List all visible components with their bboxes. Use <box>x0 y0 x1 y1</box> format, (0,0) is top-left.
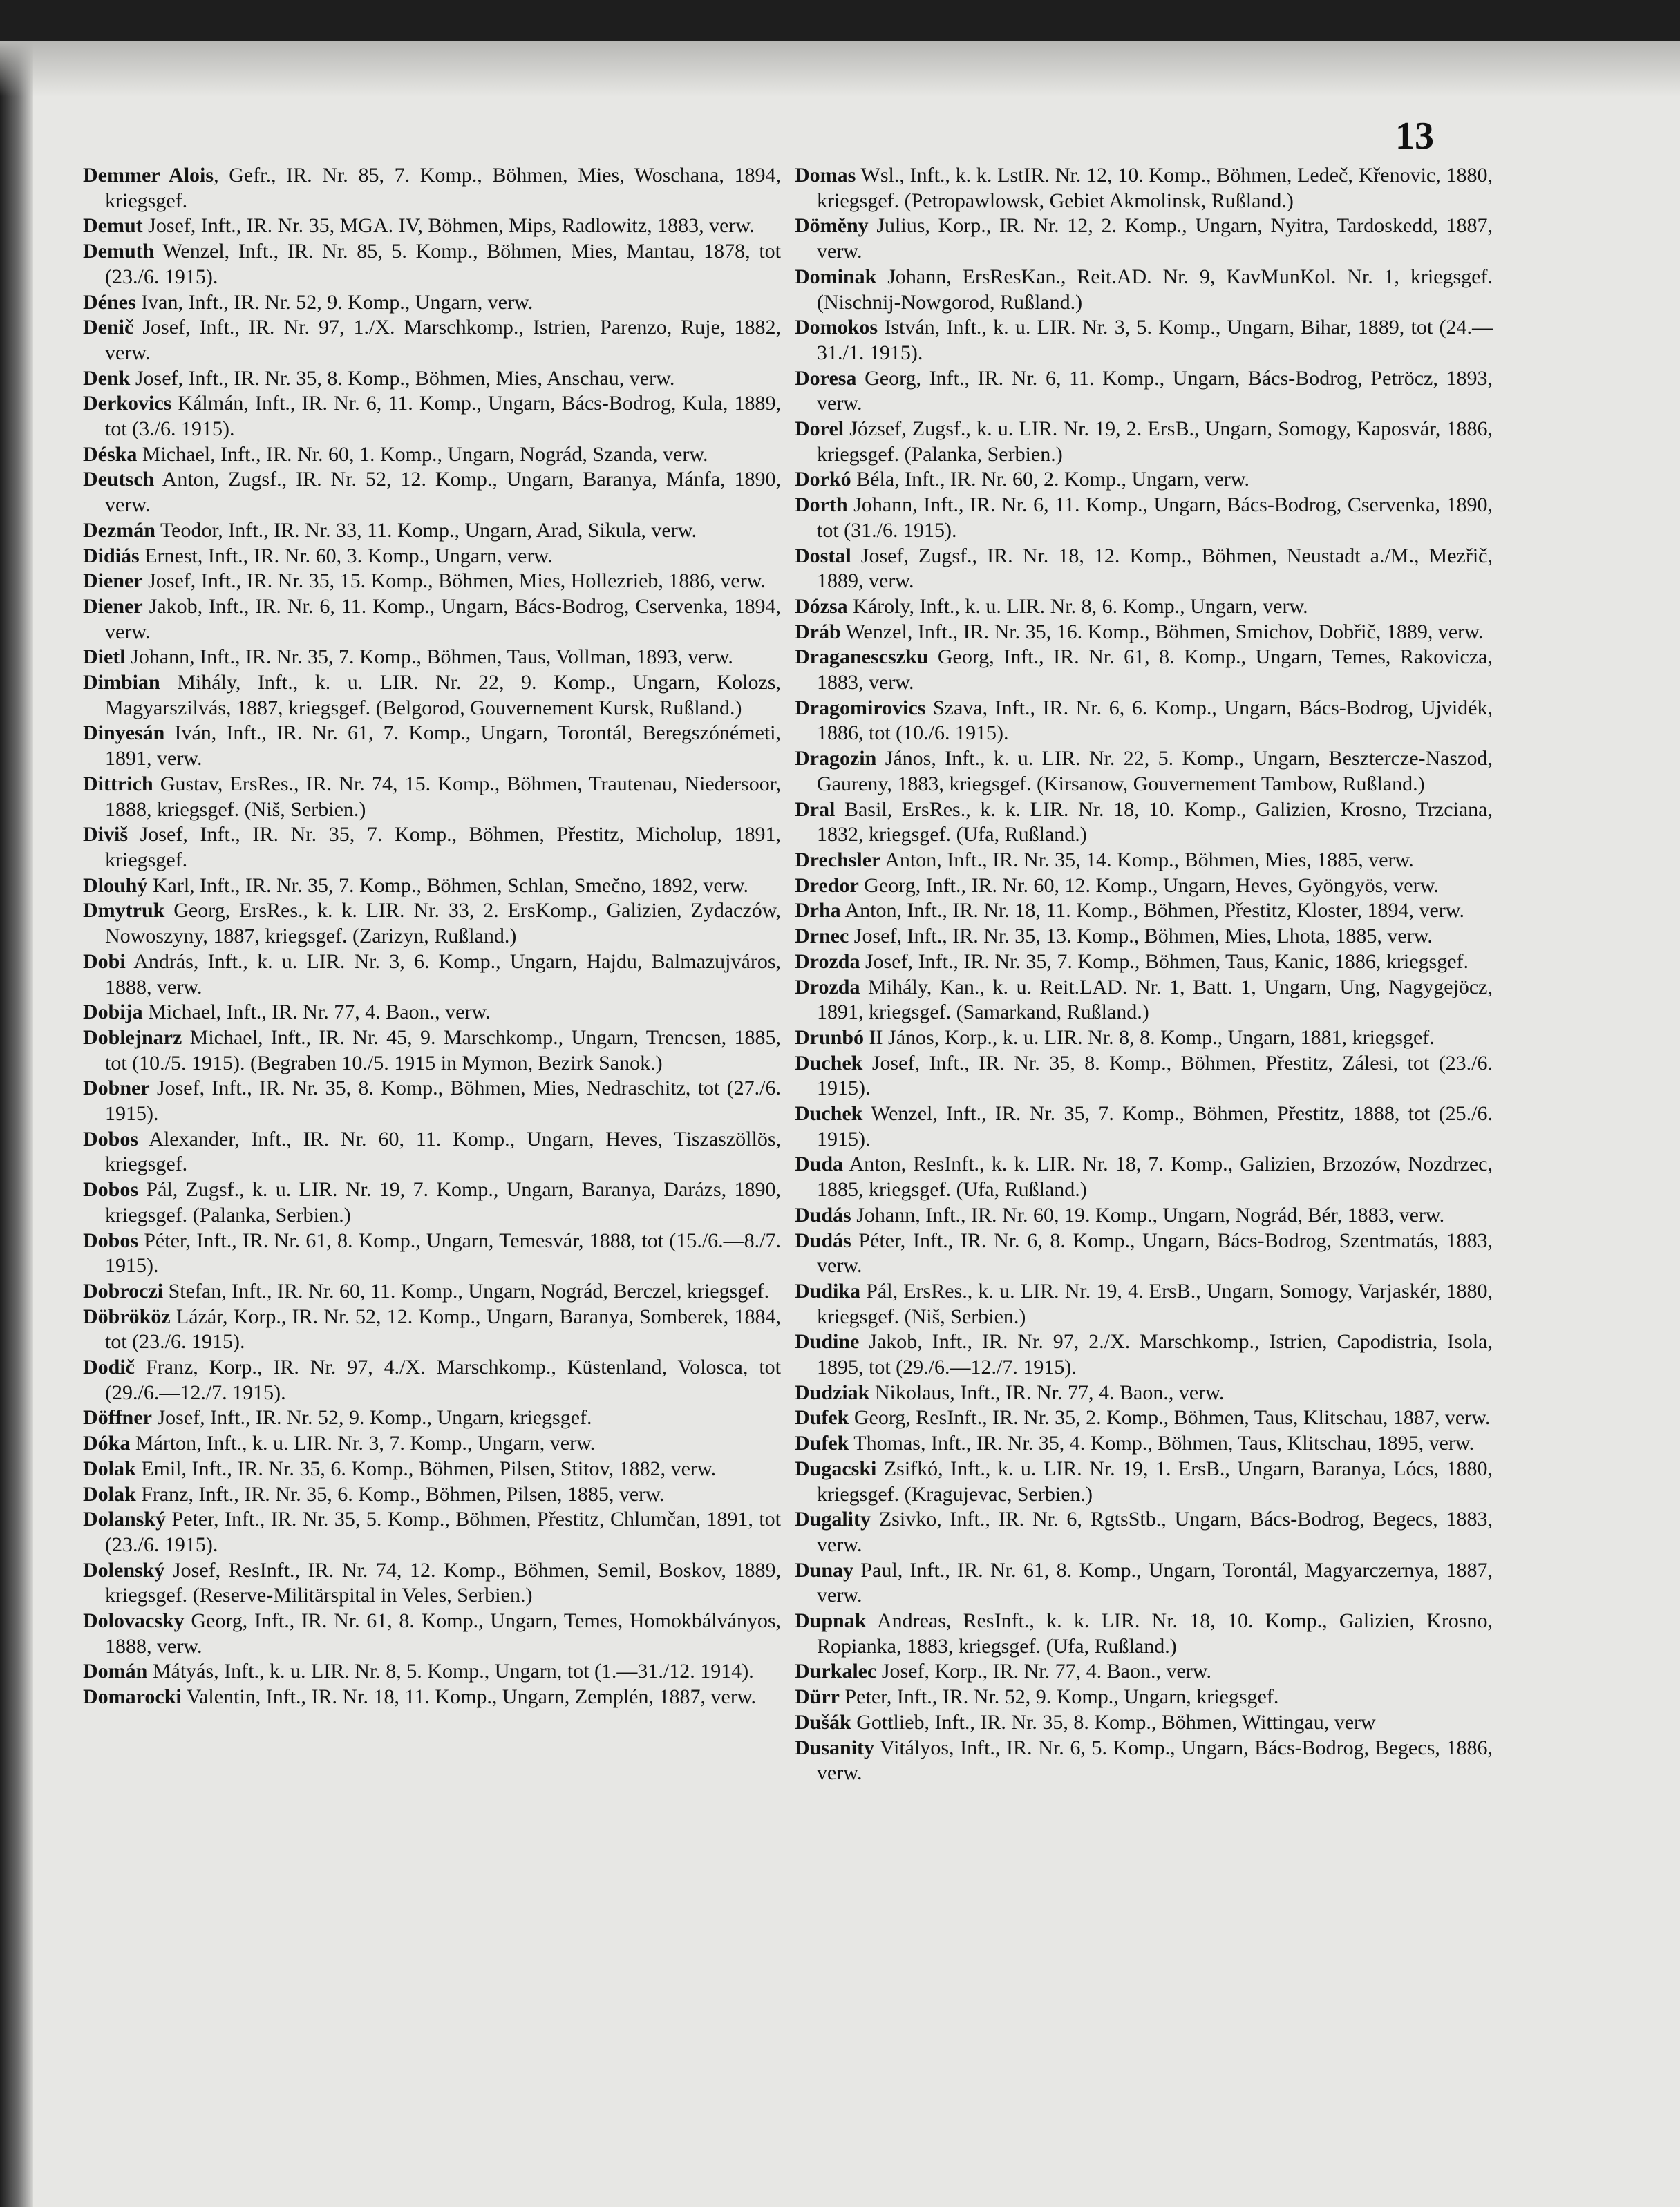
casualty-entry <box>795 645 1493 695</box>
entry-name: Drozda <box>795 975 860 998</box>
entry-details: Michael, Inft., IR. Nr. 60, 1. Komp., Ungarn, Nográd, Szanda, verw. <box>137 442 708 466</box>
casualty-entry <box>795 797 1493 848</box>
entry-name: Demmer Alois <box>83 164 214 187</box>
casualty-entry <box>795 1431 1493 1457</box>
entry-name: Dušák <box>795 1710 851 1734</box>
entry-name: Duchek <box>795 1102 863 1126</box>
entry-name: Domán <box>83 1660 148 1683</box>
entry-details: Wenzel, Inft., IR. Nr. 35, 7. Komp., Böhmen, Přestitz, 1888, tot (25./6. 1915). <box>817 1102 1493 1150</box>
entry-name: Drozda <box>795 949 860 973</box>
entry-details: Mihály, Kan., k. u. Reit.LAD. Nr. 1, Batt. 1, Ungarn, Ung, Nagygejöcz, 1891, kriegsgef. (Samarkand, Rußland.) <box>817 975 1493 1024</box>
casualty-entry <box>83 1279 781 1305</box>
casualty-entry <box>795 265 1493 315</box>
entry-name: Drunbó <box>795 1025 865 1049</box>
casualty-entry <box>795 696 1493 746</box>
entry-name: Döměny <box>795 214 869 238</box>
casualty-entry <box>83 1659 781 1685</box>
entry-details: Szava, Inft., IR. Nr. 6, 6. Komp., Ungarn, Bács-Bodrog, Ujvidék, 1886, tot (10./6. 1915). <box>817 696 1493 745</box>
entry-name: Dudás <box>795 1229 851 1252</box>
entry-details: Johann, Inft., IR. Nr. 60, 19. Komp., Ungarn, Nográd, Bér, 1883, verw. <box>851 1203 1445 1226</box>
entry-details: Gottlieb, Inft., IR. Nr. 35, 8. Komp., Böhmen, Wittingau, verw <box>851 1710 1376 1734</box>
casualty-entry <box>795 1710 1493 1736</box>
entry-name: Doblejnarz <box>83 1025 182 1049</box>
casualty-entry <box>795 1279 1493 1329</box>
entry-name: Döbrököz <box>83 1305 171 1328</box>
casualty-entry <box>83 949 781 1000</box>
casualty-entry <box>83 1076 781 1126</box>
casualty-entry <box>795 493 1493 543</box>
entry-details: Josef, Zugsf., IR. Nr. 18, 12. Komp., Böhmen, Neustadt a./M., Mezřič, 1889, verw. <box>817 544 1493 593</box>
entry-name: Drha <box>795 899 841 922</box>
casualty-entry <box>795 315 1493 366</box>
entry-name: Dobroczi <box>83 1279 164 1303</box>
entry-details: Alexander, Inft., IR. Nr. 60, 11. Komp., Ungarn, Heves, Tiszaszöllös, kriegsgef. <box>105 1127 781 1176</box>
entry-details: Nikolaus, Inft., IR. Nr. 77, 4. Baon., verw. <box>869 1381 1225 1404</box>
entry-details: Thomas, Inft., IR. Nr. 35, 4. Komp., Böhmen, Taus, Klitschau, 1895, verw. <box>849 1432 1475 1455</box>
casualty-entry <box>795 1203 1493 1229</box>
entry-details: Andreas, ResInft., k. k. LIR. Nr. 18, 10. Komp., Galizien, Krosno, Ropianka, 1883, kriegsgef. (Ufa, Rußland.) <box>817 1609 1493 1658</box>
entry-name: Didiás <box>83 544 140 567</box>
entry-details: II János, Korp., k. u. LIR. Nr. 8, 8. Komp., Ungarn, 1881, kriegsgef. <box>864 1025 1435 1049</box>
entry-name: Dufek <box>795 1406 849 1430</box>
casualty-entry <box>83 518 781 544</box>
entry-name: Dürr <box>795 1685 840 1709</box>
casualty-entry <box>795 1736 1493 1786</box>
casualty-entry <box>83 1000 781 1025</box>
entry-details: Josef, Inft., IR. Nr. 97, 1./X. Marschkomp., Istrien, Parenzo, Ruje, 1882, verw. <box>105 316 781 364</box>
entry-name: Dobi <box>83 949 126 973</box>
entry-name: Dupnak <box>795 1609 867 1633</box>
entry-details: Pál, Zugsf., k. u. LIR. Nr. 19, 7. Komp., Ungarn, Baranya, Darázs, 1890, kriegsgef. (Palanka, Serbien.) <box>105 1178 781 1226</box>
entry-details: Basil, ErsRes., k. k. LIR. Nr. 18, 10. Komp., Galizien, Krosno, Trzciana, 1832, kriegsgef. (Ufa, Rußland.) <box>817 797 1493 846</box>
entry-details: Anton, Zugsf., IR. Nr. 52, 12. Komp., Ungarn, Baranya, Mánfa, 1890, verw. <box>105 468 781 517</box>
casualty-entry <box>795 898 1493 924</box>
casualty-entry <box>83 1457 781 1482</box>
entry-details: Franz, Korp., IR. Nr. 97, 4./X. Marschkomp., Küstenland, Volosca, tot (29./6.—12./7. 1915). <box>105 1356 781 1404</box>
casualty-entry <box>83 239 781 290</box>
casualty-entry <box>795 163 1493 214</box>
entry-details: Wsl., Inft., k. k. LstIR. Nr. 12, 10. Komp., Böhmen, Ledeč, Křenovic, 1880, kriegsgef. (Petropawlowsk, Gebiet Akmolinsk, Rußland.) <box>817 164 1493 212</box>
entry-details: János, Inft., k. u. LIR. Nr. 22, 5. Komp., Ungarn, Besztercze-Naszod, Gaureny, 1883, kriegsgef. (Kirsanow, Gouvernement Tambow, Rußland.) <box>817 747 1493 795</box>
entry-name: Dittrich <box>83 772 153 795</box>
casualty-entry <box>83 1405 781 1431</box>
entry-details: Georg, Inft., IR. Nr. 61, 8. Komp., Ungarn, Temes, Rakovicza, 1883, verw. <box>817 645 1493 694</box>
entry-details: Zsivko, Inft., IR. Nr. 6, RgtsStb., Ungarn, Bács-Bodrog, Begecs, 1883, verw. <box>817 1508 1493 1556</box>
casualty-entry <box>83 873 781 899</box>
casualty-entry <box>795 1381 1493 1406</box>
casualty-entry <box>795 620 1493 645</box>
casualty-entry <box>795 1152 1493 1202</box>
entry-details: Peter, Inft., IR. Nr. 35, 5. Komp., Böhmen, Přestitz, Chlumčan, 1891, tot (23./6. 1915). <box>105 1508 781 1556</box>
entry-details: Anton, Inft., IR. Nr. 18, 11. Komp., Böhmen, Přestitz, Kloster, 1894, verw. <box>840 899 1465 922</box>
casualty-entry <box>83 544 781 569</box>
entry-details: István, Inft., k. u. LIR. Nr. 3, 5. Komp., Ungarn, Bihar, 1889, tot (24.—31./1. 1915). <box>817 316 1493 364</box>
casualty-entry <box>83 290 781 316</box>
entry-details: Johann, Inft., IR. Nr. 6, 11. Komp., Ungarn, Bács-Bodrog, Cservenka, 1890, tot (31./6. 1915). <box>817 493 1493 542</box>
entry-details: Márton, Inft., k. u. LIR. Nr. 3, 7. Komp., Ungarn, verw. <box>130 1432 596 1455</box>
entry-name: Denič <box>83 316 134 339</box>
casualty-entry <box>83 214 781 239</box>
entry-details: Pál, ErsRes., k. u. LIR. Nr. 19, 4. ErsB., Ungarn, Somogy, Varjaskér, 1880, kriegsgef. (Niš, Serbien.) <box>817 1279 1493 1328</box>
casualty-entry <box>83 1685 781 1710</box>
entry-details: Mátyás, Inft., k. u. LIR. Nr. 8, 5. Komp., Ungarn, tot (1.—31./12. 1914). <box>147 1660 754 1683</box>
entry-name: Durkalec <box>795 1660 877 1683</box>
entry-name: Dolovacsky <box>83 1609 185 1633</box>
entry-name: Dominak <box>795 265 877 288</box>
casualty-entry <box>795 1685 1493 1710</box>
entry-name: Duda <box>795 1153 844 1176</box>
page-number: 13 <box>1395 115 1434 158</box>
casualty-entry <box>83 898 781 949</box>
entry-name: Dragomirovics <box>795 696 926 719</box>
entry-details: Valentin, Inft., IR. Nr. 18, 11. Komp., Ungarn, Zemplén, 1887, verw. <box>181 1685 757 1709</box>
entry-name: Demut <box>83 214 143 238</box>
entry-details: Anton, ResInft., k. k. LIR. Nr. 18, 7. Komp., Galizien, Brzozów, Nozdrzec, 1885, kriegsgef. (Ufa, Rußland.) <box>817 1153 1493 1202</box>
entry-name: Dráb <box>795 620 841 643</box>
entry-details: Josef, Korp., IR. Nr. 77, 4. Baon., verw. <box>876 1660 1211 1683</box>
entry-details: Anton, Inft., IR. Nr. 35, 14. Komp., Böhmen, Mies, 1885, verw. <box>880 848 1414 871</box>
right-column <box>795 163 1493 1786</box>
entry-details: Peter, Inft., IR. Nr. 52, 9. Komp., Ungarn, kriegsgef. <box>839 1685 1279 1709</box>
entry-name: Dorth <box>795 493 848 517</box>
entry-name: Dlouhý <box>83 873 148 897</box>
casualty-entry <box>795 1659 1493 1685</box>
casualty-entry <box>83 1025 781 1076</box>
casualty-entry <box>83 442 781 468</box>
casualty-entry <box>795 848 1493 873</box>
casualty-entry <box>795 746 1493 797</box>
entry-name: Dunay <box>795 1558 854 1582</box>
entry-details: Vitályos, Inft., IR. Nr. 6, 5. Komp., Ungarn, Bács-Bodrog, Begecs, 1886, verw. <box>817 1736 1493 1785</box>
entry-name: Dugality <box>795 1508 871 1531</box>
casualty-entry <box>83 772 781 822</box>
entry-details: Péter, Inft., IR. Nr. 61, 8. Komp., Ungarn, Temesvár, 1888, tot (15./6.—8./7. 1915). <box>105 1229 781 1278</box>
casualty-entry <box>83 163 781 214</box>
entry-details: Josef, Inft., IR. Nr. 35, 8. Komp., Böhmen, Mies, Nedraschitz, tot (27./6. 1915). <box>105 1077 781 1126</box>
binding-shadow <box>0 41 33 2207</box>
entry-details: Georg, Inft., IR. Nr. 61, 8. Komp., Ungarn, Temes, Homokbálványos, 1888, verw. <box>105 1609 781 1658</box>
casualty-entry <box>83 1229 781 1279</box>
entry-name: Demuth <box>83 240 155 263</box>
entry-details: Wenzel, Inft., IR. Nr. 85, 5. Komp., Böhmen, Mies, Mantau, 1878, tot (23./6. 1915). <box>105 240 781 288</box>
entry-name: Dobner <box>83 1077 150 1100</box>
entry-name: Dragozin <box>795 747 877 770</box>
casualty-entry <box>795 1051 1493 1101</box>
entry-name: Dorkó <box>795 468 851 491</box>
entry-name: Dorel <box>795 417 844 441</box>
casualty-entry <box>83 1431 781 1457</box>
casualty-entry <box>795 975 1493 1025</box>
entry-details: Josef, Inft., IR. Nr. 35, 13. Komp., Böhmen, Mies, Lhota, 1885, verw. <box>849 925 1433 948</box>
casualty-entry <box>83 1558 781 1609</box>
casualty-entry <box>83 1127 781 1177</box>
entry-details: Karl, Inft., IR. Nr. 35, 7. Komp., Böhmen, Schlan, Smečno, 1892, verw. <box>147 873 748 897</box>
entry-name: Dudika <box>795 1279 861 1303</box>
entry-details: Josef, Inft., IR. Nr. 52, 9. Komp., Ungarn, kriegsgef. <box>151 1406 592 1430</box>
entry-name: Dredor <box>795 873 859 897</box>
entry-name: Domokos <box>795 316 878 339</box>
casualty-entry <box>795 949 1493 975</box>
entry-details: Johann, ErsResKan., Reit.AD. Nr. 9, KavMunKol. Nr. 1, kriegsgef. (Nischnij-Nowgorod, Rußland.) <box>817 265 1493 314</box>
casualty-entry <box>795 873 1493 899</box>
entry-details: , Gefr., IR. Nr. 85, 7. Komp., Böhmen, Mies, Woschana, 1894, kriegsgef. <box>105 164 781 212</box>
casualty-entry <box>795 1025 1493 1051</box>
casualty-entry <box>83 1305 781 1355</box>
entry-details: Georg, Inft., IR. Nr. 6, 11. Komp., Ungarn, Bács-Bodrog, Petröcz, 1893, verw. <box>817 366 1493 415</box>
entry-details: Georg, ErsRes., k. k. LIR. Nr. 33, 2. ErsKomp., Galizien, Zydaczów, Nowoszyny, 1887, kriegsgef. (Zarizyn, Rußland.) <box>105 899 781 948</box>
entry-name: Dudás <box>795 1203 851 1226</box>
entry-name: Denk <box>83 366 131 390</box>
casualty-entry <box>795 1229 1493 1279</box>
casualty-entry <box>83 1609 781 1659</box>
entry-name: Dóka <box>83 1432 131 1455</box>
entry-details: Károly, Inft., k. u. LIR. Nr. 8, 6. Komp., Ungarn, verw. <box>847 594 1308 618</box>
casualty-entry <box>795 1507 1493 1557</box>
entry-details: Josef, Inft., IR. Nr. 35, 7. Komp., Böhmen, Taus, Kanic, 1886, kriegsgef. <box>860 949 1469 973</box>
entry-name: Deutsch <box>83 468 155 491</box>
entry-name: Dodič <box>83 1356 135 1379</box>
entry-details: Georg, Inft., IR. Nr. 60, 12. Komp., Ungarn, Heves, Gyöngyös, verw. <box>858 873 1439 897</box>
entry-name: Dobos <box>83 1127 139 1150</box>
casualty-entry <box>795 467 1493 493</box>
entry-details: Emil, Inft., IR. Nr. 35, 6. Komp., Böhmen, Pilsen, Stitov, 1882, verw. <box>135 1457 717 1480</box>
entry-name: Domarocki <box>83 1685 182 1709</box>
casualty-entry <box>83 1177 781 1228</box>
entry-name: Dietl <box>83 645 126 669</box>
entry-name: Dudziak <box>795 1381 870 1404</box>
entry-name: Döffner <box>83 1406 152 1430</box>
entry-details: József, Zugsf., k. u. LIR. Nr. 19, 2. ErsB., Ungarn, Somogy, Kaposvár, 1886, kriegsgef. (Palanka, Serbien.) <box>817 417 1493 466</box>
entry-details: Jakob, Inft., IR. Nr. 6, 11. Komp., Ungarn, Bács-Bodrog, Cservenka, 1894, verw. <box>105 594 781 643</box>
entry-name: Dolak <box>83 1457 136 1480</box>
entry-name: Dénes <box>83 290 136 314</box>
entry-name: Diener <box>83 594 143 618</box>
entry-name: Dózsa <box>795 594 848 618</box>
entry-details: Julius, Korp., IR. Nr. 12, 2. Komp., Ungarn, Nyitra, Tardoskedd, 1887, verw. <box>817 214 1493 263</box>
entry-details: Wenzel, Inft., IR. Nr. 35, 16. Komp., Böhmen, Smichov, Dobřič, 1889, verw. <box>840 620 1484 643</box>
entry-details: Mihály, Inft., k. u. LIR. Nr. 22, 9. Komp., Ungarn, Kolozs, Magyarszilvás, 1887, kriegsgef. (Belgorod, Gouvernement Kursk, Rußland.) <box>105 671 781 719</box>
entry-name: Doresa <box>795 366 857 390</box>
casualty-entry <box>795 594 1493 620</box>
entry-details: Lázár, Korp., IR. Nr. 52, 12. Komp., Ungarn, Baranya, Somberek, 1884, tot (23./6. 1915). <box>105 1305 781 1354</box>
entry-details: Ernest, Inft., IR. Nr. 60, 3. Komp., Ungarn, verw. <box>139 544 553 567</box>
casualty-entry <box>83 822 781 873</box>
top-edge-shadow <box>0 41 1680 97</box>
entry-details: Michael, Inft., IR. Nr. 45, 9. Marschkomp., Ungarn, Trencsen, 1885, tot (10./5. 1915). (Begraben 10./5. 1915 in Mymon, Bezirk Sanok.) <box>105 1025 781 1074</box>
entry-details: Josef, Inft., IR. Nr. 35, 8. Komp., Böhmen, Mies, Anschau, verw. <box>130 366 675 390</box>
casualty-entry <box>83 1482 781 1508</box>
entry-name: Duchek <box>795 1051 863 1074</box>
casualty-entry <box>83 594 781 645</box>
casualty-entry <box>83 366 781 392</box>
entry-name: Dugacski <box>795 1457 877 1480</box>
entry-name: Dobos <box>83 1178 139 1202</box>
casualty-entry <box>83 467 781 518</box>
entry-name: Dusanity <box>795 1736 875 1759</box>
entry-details: Michael, Inft., IR. Nr. 77, 4. Baon., verw. <box>142 1001 491 1024</box>
entry-details: Georg, ResInft., IR. Nr. 35, 2. Komp., Böhmen, Taus, Klitschau, 1887, verw. <box>849 1406 1491 1430</box>
entry-name: Dobos <box>83 1229 139 1252</box>
entry-details: Béla, Inft., IR. Nr. 60, 2. Komp., Ungarn, verw. <box>851 468 1249 491</box>
entry-details: Johann, Inft., IR. Nr. 35, 7. Komp., Böhmen, Taus, Vollman, 1893, verw. <box>125 645 733 669</box>
entry-name: Dolenský <box>83 1558 165 1582</box>
casualty-entry <box>795 214 1493 264</box>
entry-details: Stefan, Inft., IR. Nr. 60, 11. Komp., Ungarn, Nográd, Berczel, kriegsgef. <box>163 1279 770 1303</box>
entry-details: Josef, ResInft., IR. Nr. 74, 12. Komp., Böhmen, Semil, Boskov, 1889, kriegsgef. (Reserve-Militärspital in Veles, Serbien.) <box>105 1558 781 1607</box>
entry-details: Josef, Inft., IR. Nr. 35, 15. Komp., Böhmen, Mies, Hollezrieb, 1886, verw. <box>142 569 766 593</box>
casualty-entry <box>795 417 1493 467</box>
casualty-entry <box>83 315 781 366</box>
entry-name: Draganescszku <box>795 645 929 669</box>
casualty-entry <box>83 721 781 771</box>
entry-details: Josef, Inft., IR. Nr. 35, MGA. IV, Böhmen, Mips, Radlowitz, 1883, verw. <box>142 214 755 238</box>
entry-name: Domas <box>795 164 856 187</box>
entry-details: Teodor, Inft., IR. Nr. 33, 11. Komp., Ungarn, Arad, Sikula, verw. <box>155 518 697 542</box>
casualty-entry <box>795 1405 1493 1431</box>
casualty-entry <box>83 670 781 721</box>
casualty-entry <box>795 1609 1493 1659</box>
entry-name: Dinyesán <box>83 721 165 745</box>
entry-details: Kálmán, Inft., IR. Nr. 6, 11. Komp., Ungarn, Bács-Bodrog, Kula, 1889, tot (3./6. 1915). <box>105 392 781 441</box>
entry-details: András, Inft., k. u. LIR. Nr. 3, 6. Komp., Ungarn, Hajdu, Balmazujváros, 1888, verw. <box>105 949 781 998</box>
entry-name: Dobija <box>83 1001 143 1024</box>
entry-name: Dufek <box>795 1432 849 1455</box>
entry-details: Gustav, ErsRes., IR. Nr. 74, 15. Komp., Böhmen, Trautenau, Niedersoor, 1888, kriegsgef. (Niš, Serbien.) <box>105 772 781 821</box>
entry-name: Drechsler <box>795 848 881 871</box>
left-column <box>83 163 781 1710</box>
entry-name: Dudine <box>795 1330 860 1354</box>
entry-details: Iván, Inft., IR. Nr. 61, 7. Komp., Ungarn, Torontál, Beregszónémeti, 1891, verw. <box>105 721 781 770</box>
entry-name: Diener <box>83 569 143 593</box>
entry-details: Franz, Inft., IR. Nr. 35, 6. Komp., Böhmen, Pilsen, 1885, verw. <box>135 1482 665 1506</box>
casualty-entry <box>795 1558 1493 1609</box>
entry-name: Dolanský <box>83 1508 167 1531</box>
entry-details: Jakob, Inft., IR. Nr. 97, 2./X. Marschkomp., Istrien, Capodistria, Isola, 1895, tot (29./6.—12./7. 1915). <box>817 1330 1493 1379</box>
entry-name: Derkovics <box>83 392 172 415</box>
casualty-entry <box>795 1329 1493 1380</box>
entry-name: Dral <box>795 797 836 821</box>
casualty-entry <box>83 569 781 594</box>
entry-name: Dezmán <box>83 518 155 542</box>
entry-details: Zsifkó, Inft., k. u. LIR. Nr. 19, 1. ErsB., Ungarn, Baranya, Lócs, 1880, kriegsgef. (Kragujevac, Serbien.) <box>817 1457 1493 1506</box>
entry-name: Dmytruk <box>83 899 165 922</box>
entry-details: Paul, Inft., IR. Nr. 61, 8. Komp., Ungarn, Torontál, Magyarczernya, 1887, verw. <box>817 1558 1493 1607</box>
casualty-entry <box>795 924 1493 949</box>
entry-details: Josef, Inft., IR. Nr. 35, 8. Komp., Böhmen, Přestitz, Zálesi, tot (23./6. 1915). <box>817 1051 1493 1100</box>
entry-details: Ivan, Inft., IR. Nr. 52, 9. Komp., Ungarn, verw. <box>135 290 534 314</box>
casualty-entry <box>795 544 1493 594</box>
entry-name: Diviš <box>83 823 129 846</box>
casualty-entry <box>83 1355 781 1405</box>
entry-details: Josef, Inft., IR. Nr. 35, 7. Komp., Böhmen, Přestitz, Micholup, 1891, kriegsgef. <box>105 823 781 871</box>
entry-name: Dolak <box>83 1482 136 1506</box>
entry-name: Dimbian <box>83 671 160 694</box>
entry-name: Dostal <box>795 544 851 567</box>
casualty-entry <box>83 645 781 670</box>
casualty-entry <box>83 1507 781 1557</box>
casualty-entry <box>795 1457 1493 1507</box>
entry-name: Drnec <box>795 925 849 948</box>
entry-details: Péter, Inft., IR. Nr. 6, 8. Komp., Ungarn, Bács-Bodrog, Szentmatás, 1883, verw. <box>817 1229 1493 1278</box>
casualty-entry <box>83 391 781 442</box>
casualty-entry <box>795 366 1493 417</box>
entry-name: Déska <box>83 442 138 466</box>
casualty-entry <box>795 1101 1493 1152</box>
